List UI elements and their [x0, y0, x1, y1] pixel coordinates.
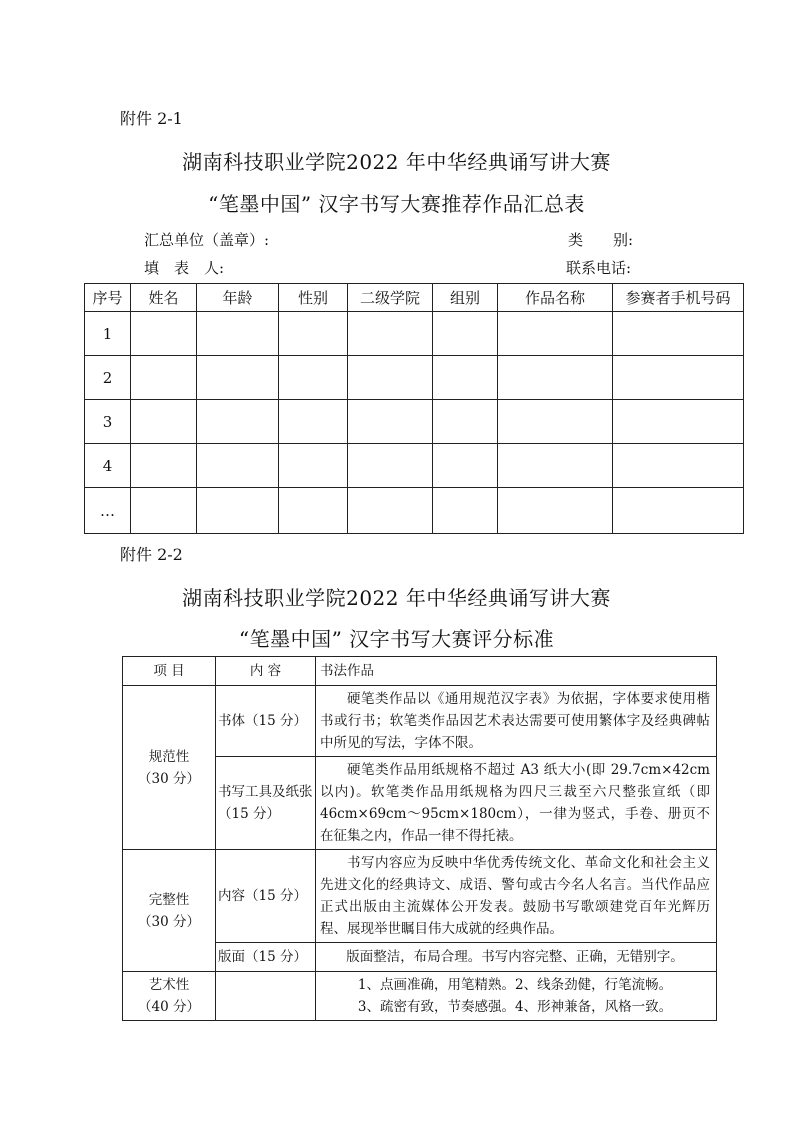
- table-cell: [348, 356, 433, 400]
- column-header: 性别: [279, 284, 348, 312]
- table-cell: [197, 400, 279, 444]
- criterion-content: 内容（15 分）: [216, 850, 316, 943]
- table-row: [85, 444, 744, 488]
- table-cell: [279, 400, 348, 444]
- table-row: [85, 488, 744, 534]
- category-normativity: [123, 686, 216, 850]
- table-cell: [131, 312, 197, 356]
- attachment-2-1-title-line1: 湖南科技职业学院2022 年中华经典诵写讲大赛: [182, 150, 611, 174]
- attachment-2-1-label: 附件 2-1: [120, 109, 183, 128]
- table-cell: [613, 312, 744, 356]
- criterion-layout: 版面（15 分）: [216, 943, 316, 972]
- row-number: …: [85, 488, 131, 534]
- table-row: [123, 686, 717, 757]
- table-cell: [348, 488, 433, 534]
- table-cell: [613, 444, 744, 488]
- table-header-row: [123, 657, 717, 686]
- criterion-description: [316, 686, 717, 757]
- column-header: 组别: [433, 284, 498, 312]
- category-name: 完整性: [148, 891, 190, 908]
- table-cell: [131, 356, 197, 400]
- column-header: 姓名: [131, 284, 197, 312]
- category-artistry: [123, 972, 216, 1021]
- table-row: [123, 850, 717, 943]
- summary-table: [84, 283, 744, 534]
- table-row: [85, 400, 744, 444]
- table-cell: [279, 312, 348, 356]
- column-header: 参赛者手机号码: [613, 284, 744, 312]
- description-text: 书写内容应为反映中华优秀传统文化、革命文化和社会主义先进文化的经典诗文、成语、警句或古今名人名言。当代作品应正式出版由主流媒体公开发表。鼓励书写歌颂建党百年光辉历程、展现举世瞩目伟大成就的经典作品。: [320, 855, 710, 937]
- table-row: [123, 972, 717, 1021]
- column-header-calligraphy: 书法作品: [316, 657, 717, 686]
- table-cell: [433, 488, 498, 534]
- attachment-2-2-label: 附件 2-2: [120, 545, 183, 564]
- column-header: 二级学院: [348, 284, 433, 312]
- row-number: 2: [85, 356, 131, 400]
- table-cell: [613, 356, 744, 400]
- criterion-description: [316, 757, 717, 850]
- table-cell: [197, 488, 279, 534]
- field-summary-unit: 汇总单位（盖章）:: [144, 231, 270, 249]
- row-number: 1: [85, 312, 131, 356]
- column-header: 序号: [85, 284, 131, 312]
- scoring-criteria-table: [122, 656, 717, 1021]
- attachment-2-2-title-line1: 湖南科技职业学院2022 年中华经典诵写讲大赛: [182, 586, 611, 610]
- column-header: 作品名称: [498, 284, 613, 312]
- description-text: 硬笔类作品用纸规格不超过 A3 纸大小(即 29.7cm×42cm 以内)。软笔类作品用纸规格为四尺三裁至六尺整张宣纸（即 46cm×69cm～95cm×180cm），一律为竖式，手卷、册页不在征集之内，作品一律不得托裱。: [320, 762, 710, 844]
- table-cell: [498, 400, 613, 444]
- table-cell: [348, 312, 433, 356]
- table-row: [85, 356, 744, 400]
- category-name: 艺术性: [148, 977, 190, 993]
- description-line: 1、点画准确，用笔精熟。2、线条劲健，行笔流畅。: [357, 977, 673, 993]
- table-cell: [131, 400, 197, 444]
- row-number: 3: [85, 400, 131, 444]
- table-cell: [279, 356, 348, 400]
- table-cell: [498, 488, 613, 534]
- criterion-description: 版面整洁，布局合理。书写内容完整、正确，无错别字。: [316, 943, 717, 972]
- attachment-2-2-title-line2: “笔墨中国” 汉字书写大赛评分标准: [238, 627, 555, 651]
- table-cell: [131, 488, 197, 534]
- table-cell: [279, 444, 348, 488]
- table-cell: [197, 444, 279, 488]
- table-cell: [197, 312, 279, 356]
- table-cell: [348, 444, 433, 488]
- table-cell: [433, 356, 498, 400]
- category-score: （30 分）: [138, 913, 200, 930]
- table-cell: [613, 400, 744, 444]
- column-header: 年龄: [197, 284, 279, 312]
- category-completeness: [123, 850, 216, 972]
- criterion-tools-paper: 书写工具及纸张（15 分）: [216, 757, 316, 850]
- table-header-row: [85, 284, 744, 312]
- field-contact-phone: 联系电话:: [566, 259, 632, 277]
- table-cell: [433, 400, 498, 444]
- row-number: 4: [85, 444, 131, 488]
- criterion-script: 书体（15 分）: [216, 686, 316, 757]
- description-text: 硬笔类作品以《通用规范汉字表》为依据，字体要求使用楷书或行书；软笔类作品因艺术表达需要可使用繁体字及经典碑帖中所见的写法，字体不限。: [320, 691, 710, 751]
- criterion-description: [316, 972, 717, 1021]
- table-cell: [498, 444, 613, 488]
- criterion-description: [316, 850, 717, 943]
- category-name: 规范性: [148, 748, 190, 765]
- table-cell: [498, 312, 613, 356]
- category-score: （40 分）: [138, 999, 200, 1015]
- column-header-item: 项 目: [123, 657, 216, 686]
- table-cell: [348, 400, 433, 444]
- table-cell: [131, 444, 197, 488]
- table-row: [85, 312, 744, 356]
- table-cell: [433, 312, 498, 356]
- category-score: （30 分）: [138, 770, 200, 787]
- table-cell: [197, 356, 279, 400]
- field-category: 类 别:: [568, 231, 634, 249]
- table-cell: [613, 488, 744, 534]
- column-header-content: 内 容: [216, 657, 316, 686]
- criterion-empty: [216, 972, 316, 1021]
- table-cell: [279, 488, 348, 534]
- table-cell: [433, 444, 498, 488]
- table-cell: [498, 356, 613, 400]
- field-filler: 填 表 人:: [144, 259, 225, 277]
- attachment-2-1-title-line2: “笔墨中国” 汉字书写大赛推荐作品汇总表: [208, 192, 585, 216]
- description-line: 3、疏密有致，节奏感强。4、形神兼备，风格一致。: [357, 999, 673, 1015]
